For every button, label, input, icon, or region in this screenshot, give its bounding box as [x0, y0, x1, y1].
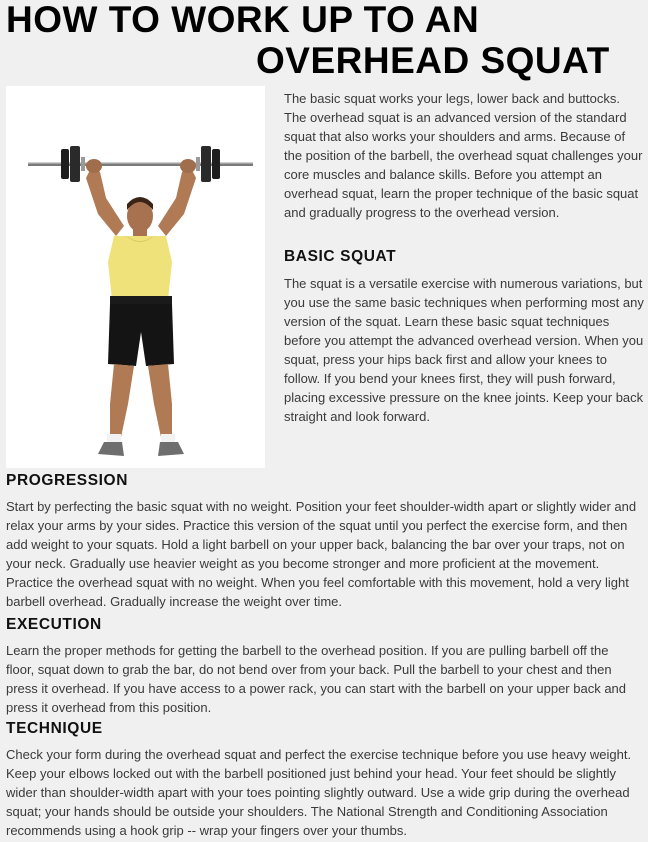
left-arm: [86, 166, 124, 236]
overhead-squat-photo: [6, 86, 265, 468]
technique-paragraph: Check your form during the overhead squat and perfect the exercise technique before you use heavy weight. Keep your elbows locked out with the barbell positioned just behind your head. Your feet should be slightly wider than shoulder-width apart with your toes pointing slightly outward. Use a wide grip during the overhead squat; your hands should be outside your shoulders. The National Strength and Conditioning Association recommends using a hook grip -- wrap your fingers over your thumbs.: [6, 747, 632, 838]
right-arm: [158, 166, 196, 236]
right-plate-outer: [212, 149, 220, 179]
left-plate-outer: [61, 149, 69, 179]
page-title: [6, 0, 610, 81]
man-with-barbell-illustration: [6, 86, 265, 468]
intro-paragraph: The basic squat works your legs, lower back and buttocks. The overhead squat is an advanced version of the standard squat that also works your shoulders and arms. Because of the position of the barbell, the overhead squat challenges your core muscles and balance skills. Before you attempt an overhead squat, learn the proper technique of the basic squat and gradually progress to the overhead version.: [284, 91, 643, 220]
basic-squat-heading: BASIC SQUAT: [284, 248, 397, 265]
right-plate: [201, 146, 211, 182]
left-leg: [110, 364, 134, 442]
basic-squat-paragraph: The squat is a versatile exercise with numerous variations, but you use the same basic techniques when performing most any version of the squat. Learn these basic squat techniques before you attempt the advanced overhead version. When you squat, press your hips back first and allow your knees to follow. If you bend your knees first, they will push forward, placing excessive pressure on the knee joints. Keep your back straight and look forward.: [284, 276, 644, 424]
technique-heading: TECHNIQUE: [6, 720, 103, 737]
progression-paragraph: Start by perfecting the basic squat with no weight. Position your feet shoulder-width apart or slightly wider and relax your arms by your sides. Practice this version of the squat until you perfect the exercise form, and then add weight to your squats. Hold a light barbell on your upper back, balancing the bar over your traps, not on your neck. Gradually use heavier weight as you become stronger and more proficient at the movement. Practice the overhead squat with no weight. When you feel comfortable with this movement, hold a very light barbell overhead. Gradually increase the weight over time.: [6, 499, 637, 609]
progression-heading: PROGRESSION: [6, 472, 129, 489]
title-line-1: HOW TO WORK UP TO AN: [6, 0, 480, 40]
left-plate: [70, 146, 80, 182]
right-leg: [148, 364, 172, 442]
left-shoe: [98, 442, 124, 456]
tank-top: [108, 236, 172, 300]
right-shoe: [158, 442, 184, 456]
execution-paragraph: Learn the proper methods for getting the barbell to the overhead position. If you are pulling barbell off the floor, squat down to grab the bar, do not bend over from your back. Pull the barbell to your chest and then press it overhead. If you have access to a power rack, you can start with the barbell on your upper back and press it overhead from this position.: [6, 643, 627, 715]
shorts: [108, 304, 174, 366]
title-line-2: OVERHEAD SQUAT: [256, 40, 610, 81]
execution-heading: EXECUTION: [6, 616, 102, 633]
